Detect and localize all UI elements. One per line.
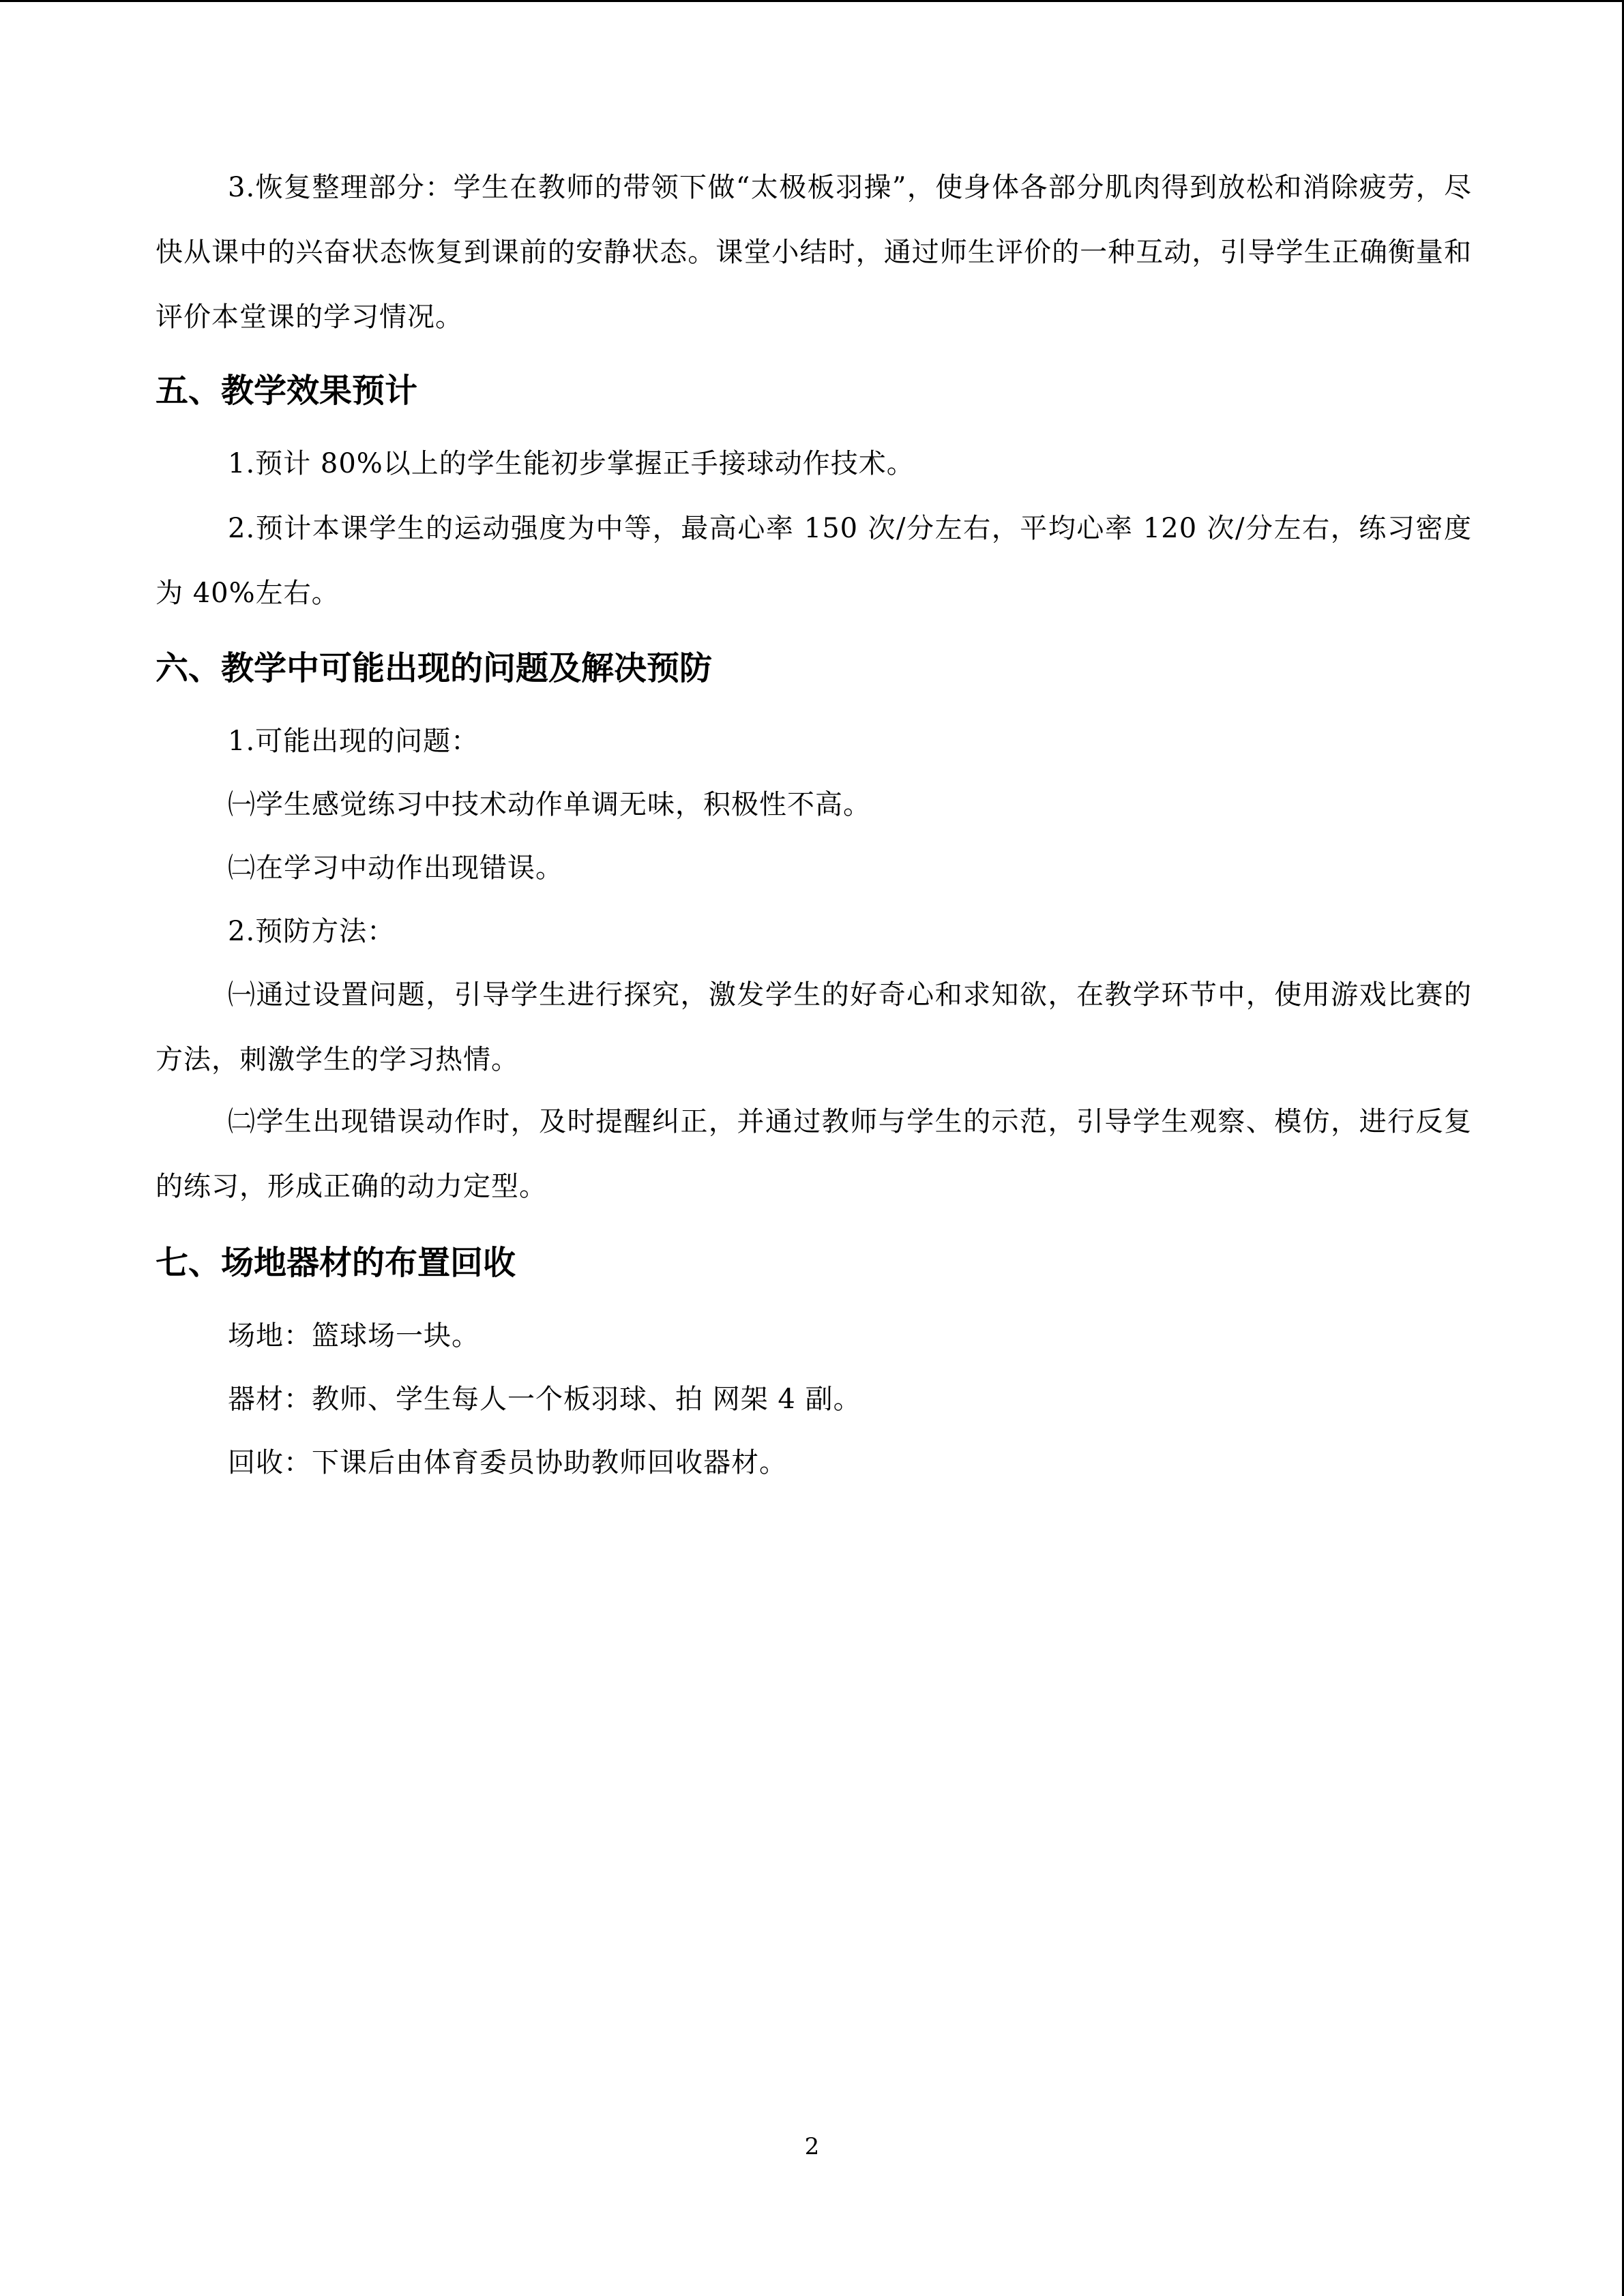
section6-prevention-title: 2.预防方法： <box>228 916 396 947</box>
section6-problem-2: ㈡在学习中动作出现错误。 <box>228 852 563 884</box>
section5-item-1: 1.预计 80%以上的学生能初步掌握正手接球动作技术。 <box>228 448 915 479</box>
section7-equipment: 器材：教师、学生每人一个板羽球、拍 网架 4 副。 <box>228 1384 861 1415</box>
heading-section-7: 七、场地器材的布置回收 <box>156 1244 516 1282</box>
section6-prevention-2: ㈡学生出现错误动作时，及时提醒纠正，并通过教师与学生的示范，引导学生观察、模仿，进行反复的练习，形成正确的动力定型。 <box>156 1106 1472 1202</box>
heading-section-6: 六、教学中可能出现的问题及解决预防 <box>156 649 713 687</box>
page-number: 2 <box>804 2133 820 2160</box>
section6-problem-1: ㈠学生感觉练习中技术动作单调无味，积极性不高。 <box>228 789 871 820</box>
section6-problems-title: 1.可能出现的问题： <box>228 726 479 757</box>
heading-section-5: 五、教学效果预计 <box>156 372 418 410</box>
section7-collection: 回收：下课后由体育委员协助教师回收器材。 <box>228 1447 787 1478</box>
section6-prevention-1: ㈠通过设置问题，引导学生进行探究，激发学生的好奇心和求知欲，在教学环节中，使用游戏比赛的方法，刺激学生的学习热情。 <box>156 979 1472 1075</box>
section7-venue: 场地：篮球场一块。 <box>228 1320 479 1352</box>
section5-item-2: 2.预计本课学生的运动强度为中等，最高心率 150 次/分左右，平均心率 120 次/分左右，练习密度为 40%左右。 <box>156 513 1472 609</box>
page-border-top <box>0 0 1624 2</box>
paragraph-recovery: 3.恢复整理部分：学生在教师的带领下做“太极板羽操”，使身体各部分肌肉得到放松和消除疲劳，尽快从课中的兴奋状态恢复到课前的安静状态。课堂小结时，通过师生评价的一种互动，引导学生正确衡量和评价本堂课的学习情况。 <box>156 172 1472 333</box>
